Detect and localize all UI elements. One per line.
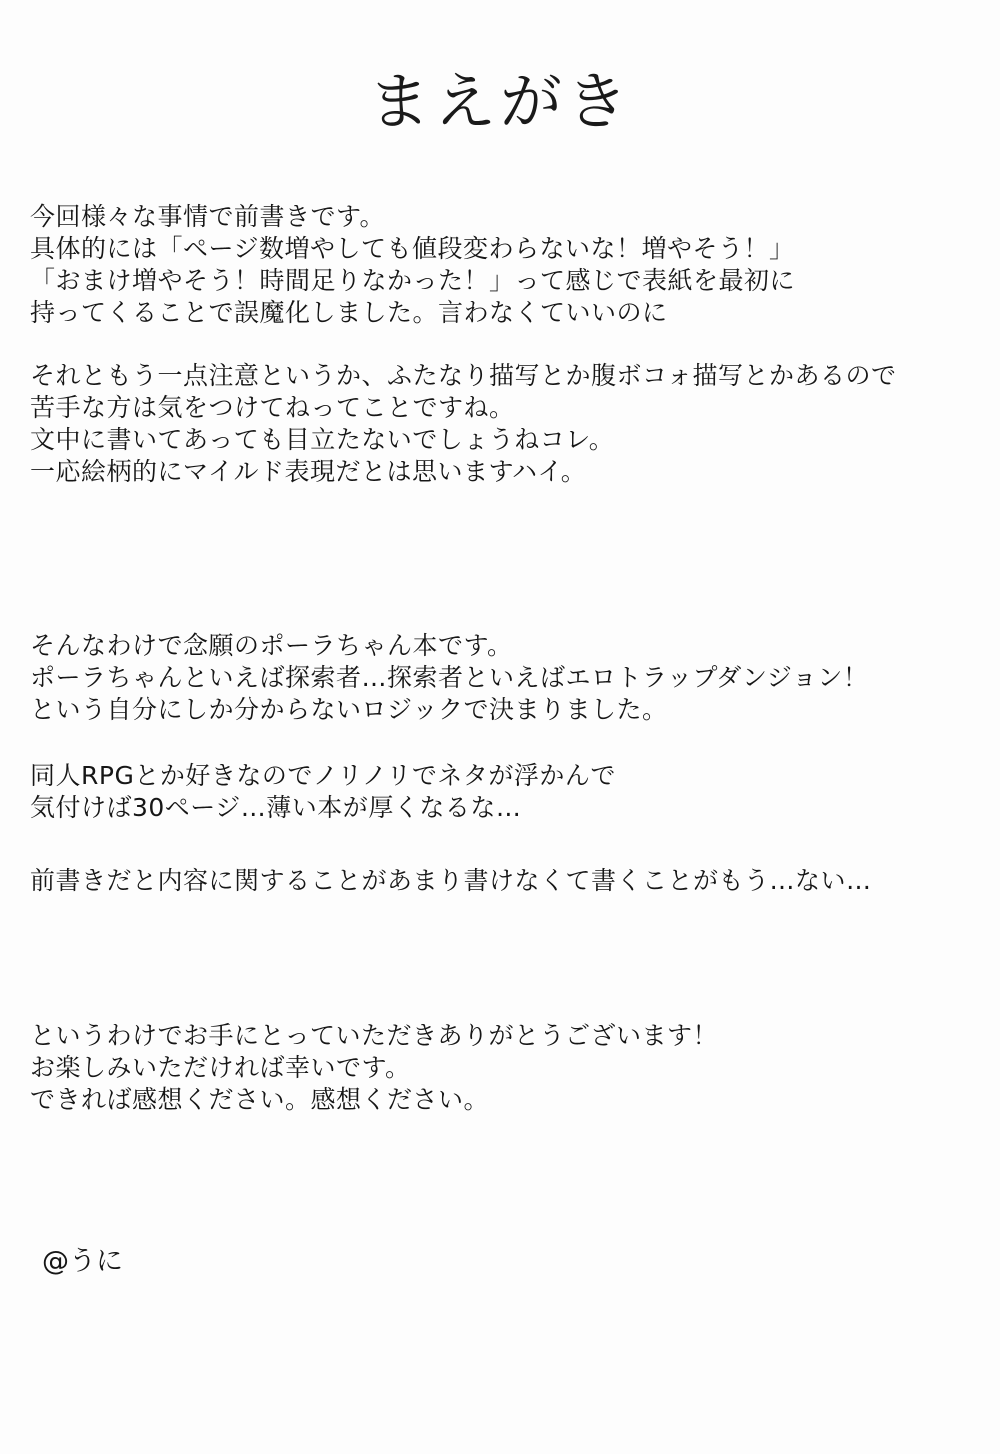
text-line: 「おまけ増やそう！時間足りなかった！」って感じで表紙を最初に xyxy=(30,266,796,295)
text-line: 持ってくることで誤魔化しました。言わなくていいのに xyxy=(30,298,668,327)
paragraph-pages xyxy=(30,760,616,824)
text-line: 同人RPGとか好きなのでノリノリでネタが浮かんで xyxy=(30,761,616,790)
paragraph-topic xyxy=(30,630,868,726)
text-line: 前書きだと内容に関することがあまり書けなくて書くことがもう…ない… xyxy=(30,866,872,895)
author-signature: @うに xyxy=(42,1246,123,1277)
paragraph-content-note xyxy=(30,865,872,897)
text-line: できれば感想ください。感想ください。 xyxy=(30,1085,490,1114)
text-line: 苦手な方は気をつけてねってことですね。 xyxy=(30,393,515,422)
text-line: お楽しみいただければ幸いです。 xyxy=(30,1053,411,1082)
text-line: ポーラちゃんといえば探索者…探索者といえばエロトラップダンジョン！ xyxy=(30,663,869,692)
text-line: という自分にしか分からないロジックで決まりました。 xyxy=(30,695,668,724)
text-line: そんなわけで念願のポーラちゃん本です。 xyxy=(30,631,513,660)
page-title: まえがき xyxy=(367,65,632,138)
text-line: 具体的には「ページ数増やしても値段変わらないな！増やそう！」 xyxy=(30,234,795,263)
paragraph-warning xyxy=(30,360,897,488)
text-line: 今回様々な事情で前書きです。 xyxy=(30,202,386,231)
text-line: というわけでお手にとっていただきありがとうございます！ xyxy=(30,1021,719,1050)
text-line: 文中に書いてあっても目立たないでしょうねコレ。 xyxy=(30,425,615,454)
paragraph-intro xyxy=(30,201,795,329)
paragraph-thanks xyxy=(30,1020,718,1116)
text-line: それともう一点注意というか、ふたなり描写とか腹ボコォ描写とかあるので xyxy=(30,361,897,390)
text-line: 一応絵柄的にマイルド表現だとは思いますハイ。 xyxy=(30,457,587,486)
text-line: 気付けば30ページ…薄い本が厚くなるな… xyxy=(30,793,522,822)
